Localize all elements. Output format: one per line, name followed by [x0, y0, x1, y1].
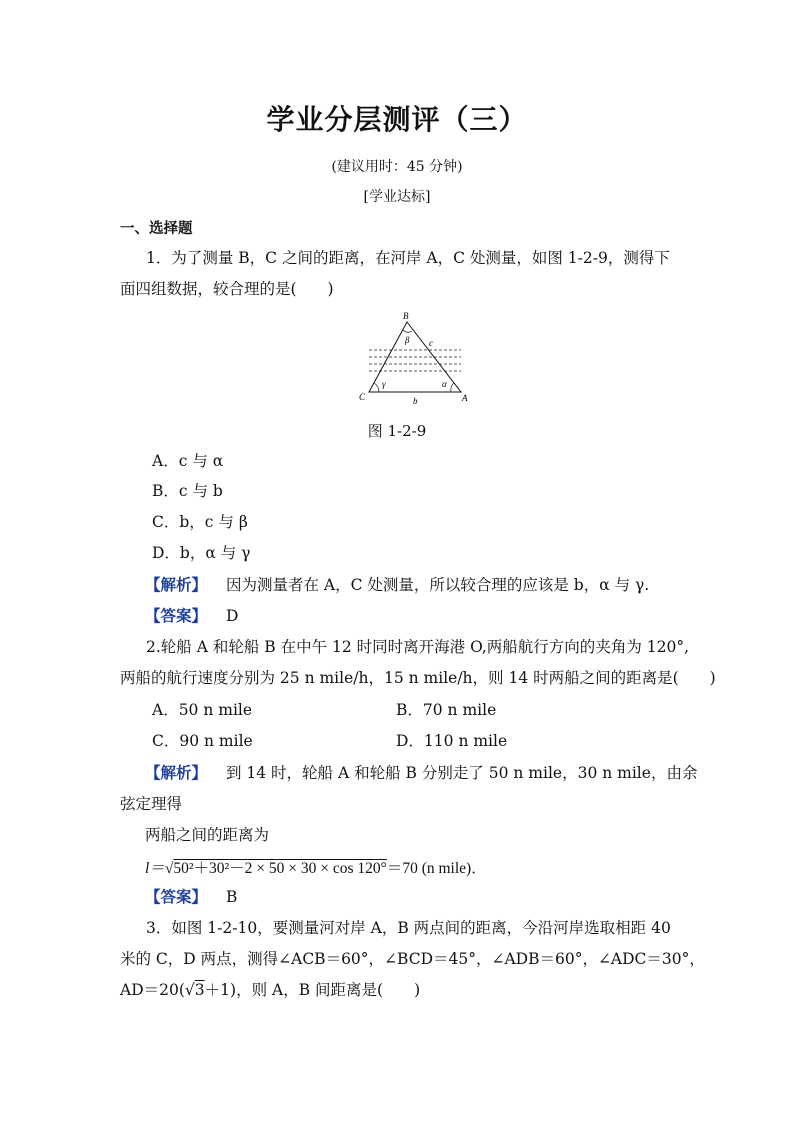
label-gamma: γ — [382, 379, 386, 389]
answer-tag: 【答案】 — [145, 607, 208, 625]
triangle-diagram — [355, 310, 475, 410]
section-title: 一、选择题 — [120, 221, 193, 237]
formula-suffix: ＝70 (n mile)． — [386, 860, 487, 877]
q3-line3 — [120, 980, 420, 1000]
q2-option-a: A．50 n mile — [152, 701, 253, 719]
angle-arc-beta — [403, 330, 412, 332]
angle-arc-gamma — [374, 383, 379, 392]
label-c: c — [429, 338, 433, 348]
q1-answer — [145, 606, 238, 626]
q2-option-c: C．90 n mile — [152, 732, 253, 750]
q2-line1: 2.轮船 A 和轮船 B 在中午 12 时同时离开海港 O,两船航行方向的夹角为 120°, — [146, 638, 690, 656]
sqrt-sign: √ — [184, 981, 195, 999]
q1-line1: 1．为了测量 B，C 之间的距离，在河岸 A，C 处测量，如图 1-2-9，测得下 — [146, 249, 670, 267]
label-b: b — [413, 396, 418, 406]
analysis-tag: 【解析】 — [145, 576, 208, 594]
label-beta: β — [405, 335, 410, 345]
q2-analysis — [145, 763, 697, 783]
answer-tag: 【答案】 — [145, 888, 208, 906]
q3-line3-prefix: AD＝20( — [120, 981, 185, 999]
figure-1-2-9 — [355, 310, 475, 410]
answer-text: D — [225, 607, 239, 625]
formula-prefix: l＝ — [145, 860, 165, 877]
q3-line3-suffix: ＋1)，则 A，B 间距离是( ) — [204, 981, 421, 999]
q3-radicand: 3 — [194, 981, 205, 999]
figure-caption: 图 1-2-9 — [367, 422, 427, 440]
page-title: 学业分层测评（三） — [266, 103, 528, 136]
q2-formula — [145, 856, 487, 878]
analysis-line1: 到 14 时，轮船 A 和轮船 B 分别走了 50 n mile，30 n mile，由余 — [225, 764, 698, 782]
analysis-tag: 【解析】 — [145, 764, 208, 782]
label-alpha: α — [442, 379, 447, 389]
q2-option-b: B．70 n mile — [396, 701, 497, 719]
label-A: A — [462, 393, 468, 403]
q1-line2: 面四组数据，较合理的是( ) — [120, 280, 334, 298]
analysis-text: 因为测量者在 A，C 处测量，所以较合理的应该是 b，α 与 γ. — [225, 576, 650, 594]
q1-option-a: A．c 与 α — [152, 452, 224, 470]
q2-line2: 两船的航行速度分别为 25 n mile/h，15 n mile/h，则 14 时两船之间的距离是( ) — [120, 669, 716, 687]
q2-analysis-line2: 弦定理得 — [120, 795, 183, 813]
q2-answer — [145, 887, 237, 907]
sqrt-sign: √ — [164, 860, 174, 877]
label-C: C — [359, 392, 366, 402]
formula-radicand: 50²＋30²－2 × 50 × 30 × cos 120° — [173, 860, 387, 877]
q1-option-d: D．b，α 与 γ — [152, 544, 251, 562]
section-bracket: [学业达标] — [363, 189, 431, 205]
q1-option-b: B．c 与 b — [152, 482, 223, 500]
time-note: (建议用时：45 分钟) — [331, 159, 463, 175]
q1-option-c: C．b，c 与 β — [152, 513, 248, 531]
q1-analysis — [145, 575, 649, 595]
q2-option-d: D．110 n mile — [396, 732, 508, 750]
q3-line2: 米的 C，D 两点，测得∠ACB＝60°，∠BCD＝45°，∠ADB＝60°，∠ADC＝30°， — [120, 950, 705, 968]
angle-arc-alpha — [451, 383, 454, 392]
q3-line1: 3．如图 1-2-10，要测量河对岸 A，B 两点间的距离，今沿河岸选取相距 40 — [146, 919, 671, 937]
q2-analysis-line3: 两船之间的距离为 — [145, 826, 270, 844]
label-B: B — [403, 311, 409, 321]
answer-text: B — [225, 888, 238, 906]
